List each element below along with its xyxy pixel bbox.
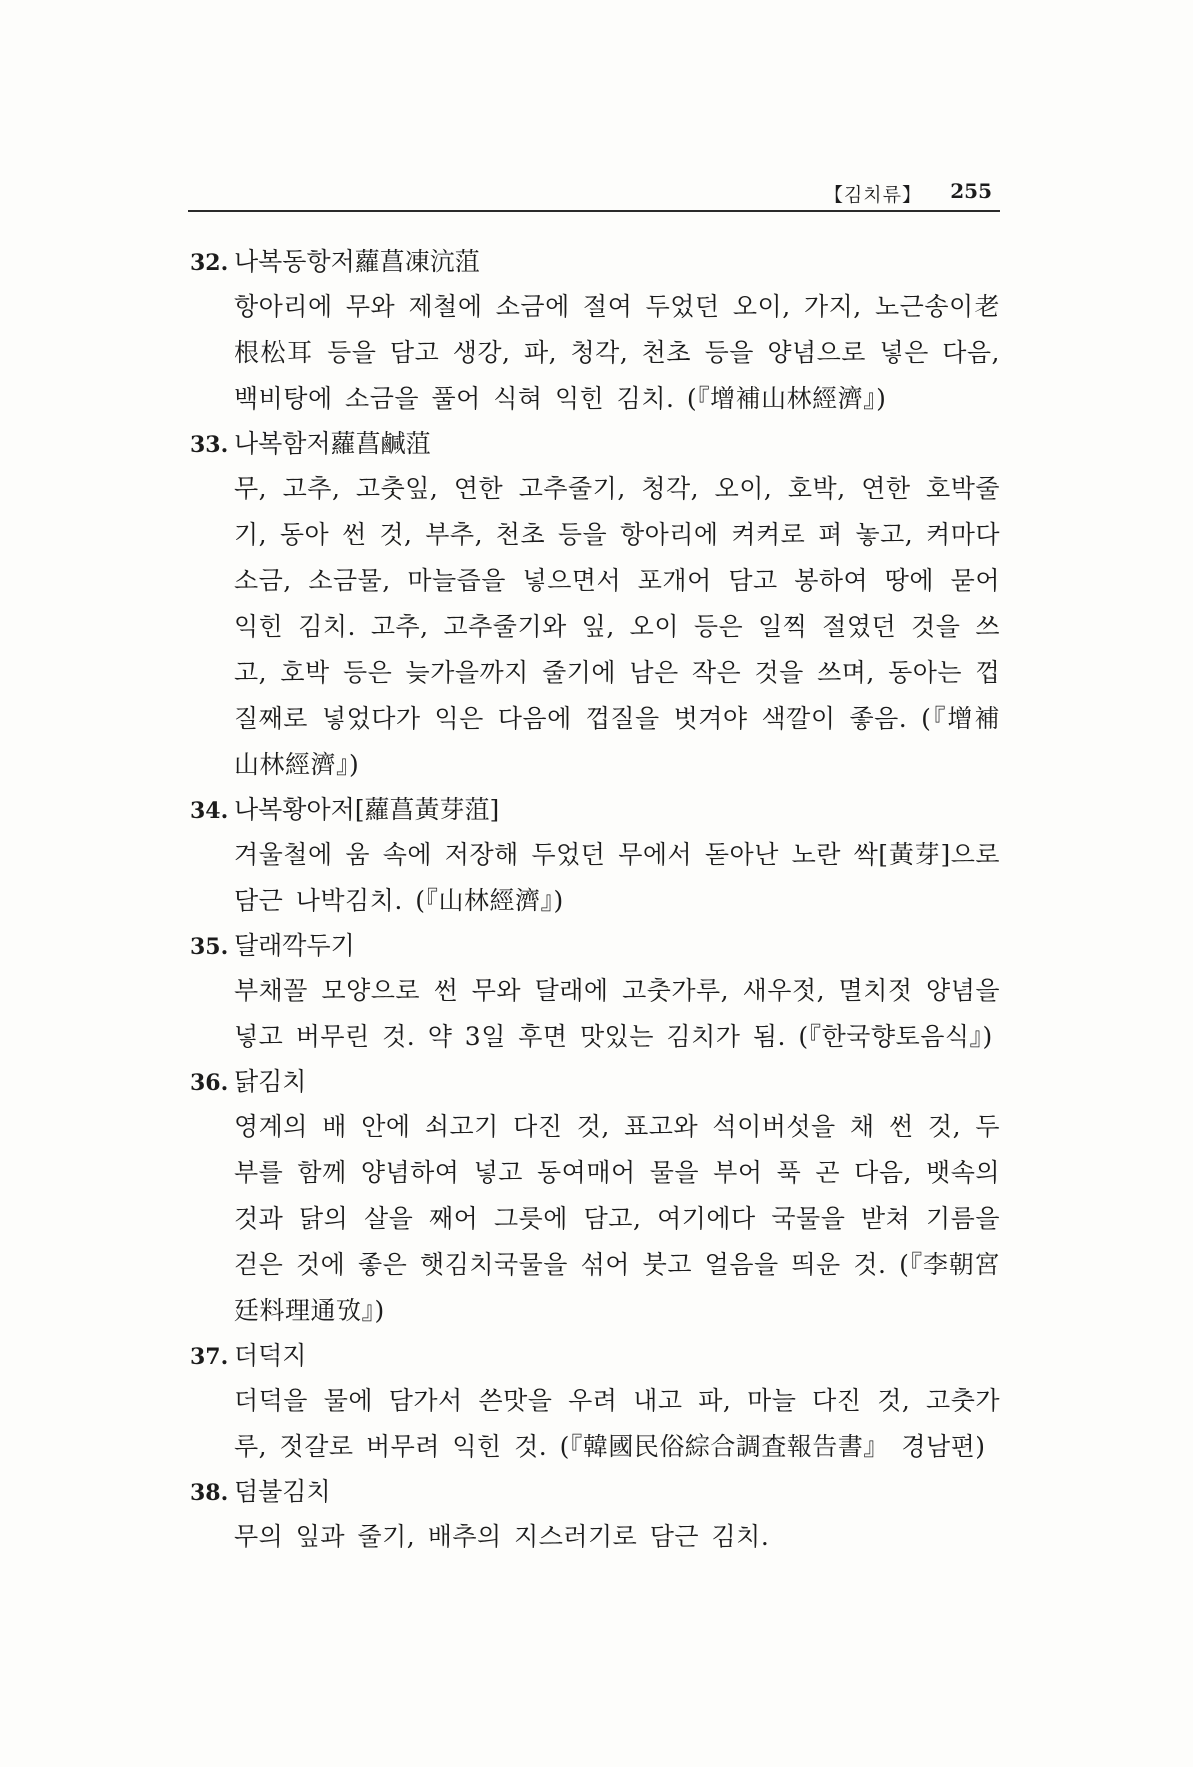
page-number: 255 <box>950 179 992 203</box>
entry-36 <box>190 1060 1000 1334</box>
entry-definition: 더덕을 물에 담가서 쓴맛을 우려 내고 파, 마늘 다진 것, 고춧가루, 젓갈로 버무려 익힌 것. (『韓國民俗綜合調査報告書』 경남편) <box>234 1386 1000 1461</box>
entry-37 <box>190 1334 1000 1470</box>
entry-number: 37. <box>190 1344 229 1370</box>
entry-number: 32. <box>190 250 229 276</box>
entry-heading <box>190 1470 1000 1514</box>
entry-title: 나복동항저蘿菖凍沆菹 <box>234 247 480 276</box>
entry-heading <box>190 788 1000 832</box>
running-header <box>188 176 1000 212</box>
entry-number: 35. <box>190 934 229 960</box>
entry-definition: 무의 잎과 줄기, 배추의 지스러기로 담근 김치. <box>234 1522 770 1551</box>
entry-number: 34. <box>190 798 229 824</box>
entry-number: 36. <box>190 1070 229 1096</box>
entry-title: 나복황아저[蘿菖黃芽菹] <box>234 795 500 824</box>
entry-list <box>190 240 1000 1560</box>
entry-heading <box>190 422 1000 466</box>
entry-definition: 무, 고추, 고춧잎, 연한 고추줄기, 청각, 오이, 호박, 연한 호박줄기, 동아 썬 것, 부추, 천초 등을 항아리에 켜켜로 펴 놓고, 켜마다 소금, 소금물, 마늘즙을 넣으면서 포개어 담고 봉하여 땅에 묻어 익힌 김치. 고추, 고추줄기와 잎, 오이 등은 일찍 절였던 것을 쓰고, 호박 등은 늦가을까지 줄기에 남은 작은 것을 쓰며, 동아는 껍질째로 넣었다가 익은 다음에 껍질을 벗겨야 색깔이 좋음. (『增補山林經濟』) <box>234 474 1000 779</box>
entry-definition: 영계의 배 안에 쇠고기 다진 것, 표고와 석이버섯을 채 썬 것, 두부를 함께 양념하여 넣고 동여매어 물을 부어 푹 곤 다음, 뱃속의 것과 닭의 살을 째어 그릇에 담고, 여기에다 국물을 받쳐 기름을 걷은 것에 좋은 햇김치국물을 섞어 붓고 얼음을 띄운 것. (『李朝宮廷料理通攷』) <box>234 1112 1000 1325</box>
entry-number: 33. <box>190 432 229 458</box>
entry-heading <box>190 924 1000 968</box>
entry-heading <box>190 1334 1000 1378</box>
entry-definition: 항아리에 무와 제철에 소금에 절여 두었던 오이, 가지, 노근송이老根松耳 등을 담고 생강, 파, 청각, 천초 등을 양념으로 넣은 다음, 백비탕에 소금을 풀어 식혀 익힌 김치. (『增補山林經濟』) <box>234 292 1000 413</box>
entry-definition: 겨울철에 움 속에 저장해 두었던 무에서 돋아난 노란 싹[黃芽]으로 담근 나박김치. (『山林經濟』) <box>234 840 1000 915</box>
entry-34 <box>190 788 1000 924</box>
entry-definition: 부채꼴 모양으로 썬 무와 달래에 고춧가루, 새우젓, 멸치젓 양념을 넣고 버무린 것. 약 3일 후면 맛있는 김치가 됨. (『한국향토음식』) <box>234 976 1000 1051</box>
entry-33 <box>190 422 1000 788</box>
entry-title: 덤불김치 <box>234 1477 331 1506</box>
entry-number: 38. <box>190 1480 229 1506</box>
section-title: 【김치류】 <box>823 184 922 206</box>
entry-heading <box>190 1060 1000 1104</box>
entry-title: 닭김치 <box>234 1067 307 1096</box>
entry-35 <box>190 924 1000 1060</box>
entry-heading <box>190 240 1000 284</box>
entry-32 <box>190 240 1000 422</box>
entry-title: 달래깍두기 <box>234 931 355 960</box>
entry-title: 더덕지 <box>234 1341 307 1370</box>
entry-38 <box>190 1470 1000 1560</box>
entry-title: 나복함저蘿菖鹹菹 <box>234 429 431 458</box>
